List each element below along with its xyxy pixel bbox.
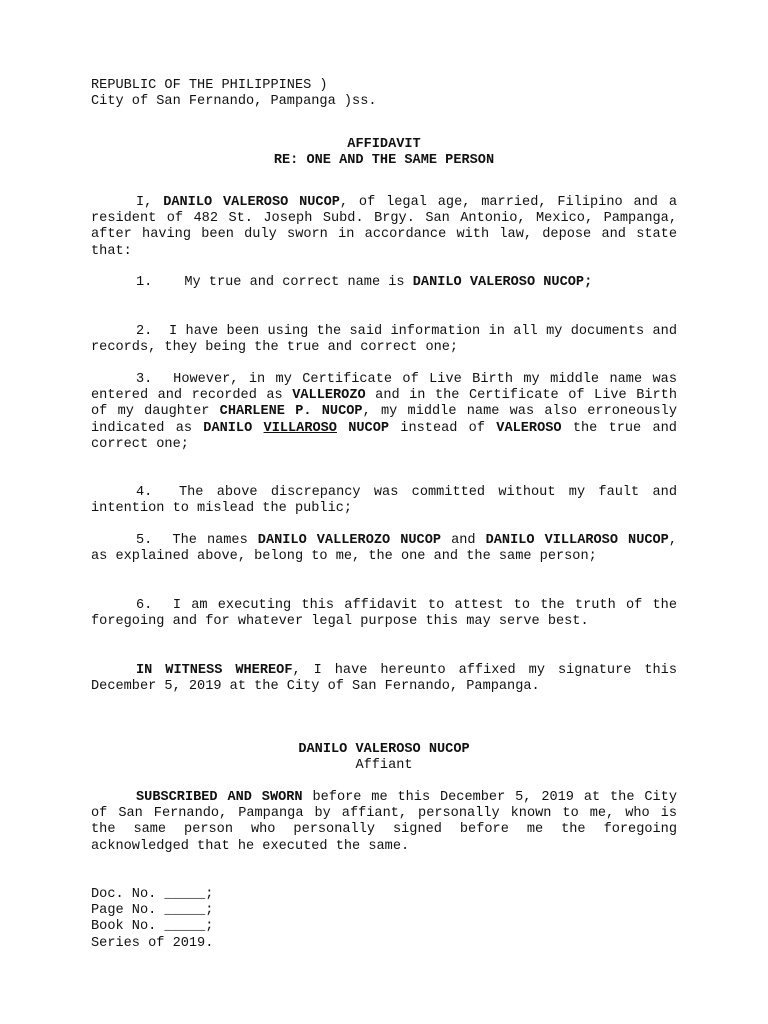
paragraph-6: [91, 598, 677, 630]
series-year: Series of 2019.: [91, 935, 214, 951]
paragraph-2: [91, 324, 677, 356]
doc-number: Doc. No. _____;: [91, 887, 214, 902]
document-title: [0, 137, 768, 169]
venue-line-1: REPUBLIC OF THE PHILIPPINES ): [91, 78, 328, 93]
paragraph-3: 3. However, in my Certificate of Live Birth my middle name was entered and recorded as VALLEROZO and in the Certificate of Live Birth of my daughter CHARLENE P. NUCOP, my middle name was also erroneously indicated as DANILO VILLAROSO NUCOP instead of VALEROSO the true and correct one;: [91, 372, 677, 452]
affiant-name: DANILO VALEROSO NUCOP: [163, 195, 340, 210]
paragraph-text: I have been using the said information in all my documents and records, they being the true and correct one;: [91, 324, 677, 356]
intro-paragraph: [91, 195, 677, 260]
signatory-role: Affiant: [355, 758, 413, 774]
paragraph-text: My true and correct name is: [184, 275, 413, 290]
venue-line-2: City of San Fernando, Pampanga )ss.: [91, 94, 377, 110]
paragraph-5: 5. The names DANILO VALLEROZO NUCOP and DANILO VILLAROSO NUCOP, as explained above, belong to me, the one and the same person;: [91, 533, 678, 565]
paragraph-number: 4.: [136, 485, 153, 500]
venue-header: [91, 78, 677, 110]
signatory-name: DANILO VALEROSO NUCOP: [298, 742, 470, 757]
paragraph-number: 1.: [136, 275, 153, 290]
jurat-text: before me this December 5, 2019 at the City of San Fernando, Pampanga by affiant, personally known to me, who is the same person who personally signed before me the foregoing acknowledged that he executed the same.: [91, 790, 677, 854]
paragraph-number: 2.: [136, 324, 153, 339]
intro-text: , of legal age, married, Filipino and a resident of 482 St. Joseph Subd. Brgy. San Antonio, Mexico, Pampanga, after having been duly sworn in accordance with law, depose and state that:: [91, 195, 677, 259]
paragraph-4: [91, 485, 677, 517]
true-name: DANILO VALEROSO NUCOP: [412, 275, 585, 290]
page-number: Page No. _____;: [91, 903, 214, 919]
paragraph-1: 1. My true and correct name is DANILO VALEROSO NUCOP;: [136, 275, 593, 290]
paragraph-number: 3.: [136, 372, 153, 387]
signature-block: [91, 742, 677, 774]
title-sub: RE: ONE AND THE SAME PERSON: [273, 153, 495, 169]
underlined-name: VILLAROSO: [263, 420, 337, 436]
paragraph-number: 5.: [136, 533, 153, 548]
title-main: AFFIDAVIT: [347, 137, 421, 152]
witness-text: , I have hereunto affixed my signature this December 5, 2019 at the City of San Fernando, Pampanga.: [91, 663, 677, 695]
jurat-heading: SUBSCRIBED AND SWORN: [136, 790, 303, 805]
jurat-paragraph: [91, 790, 677, 855]
book-number: Book No. _____;: [91, 919, 214, 935]
witness-heading: IN WITNESS WHEREOF: [136, 663, 293, 678]
paragraph-number: 6.: [136, 598, 153, 613]
notarial-register: [91, 887, 677, 952]
paragraph-text: The above discrepancy was committed without my fault and intention to mislead the public;: [91, 485, 677, 517]
intro-pre: I,: [136, 195, 164, 210]
witness-paragraph: [91, 663, 677, 695]
paragraph-text: I am executing this affidavit to attest to the truth of the foregoing and for whatever legal purpose this may serve best.: [91, 598, 677, 630]
